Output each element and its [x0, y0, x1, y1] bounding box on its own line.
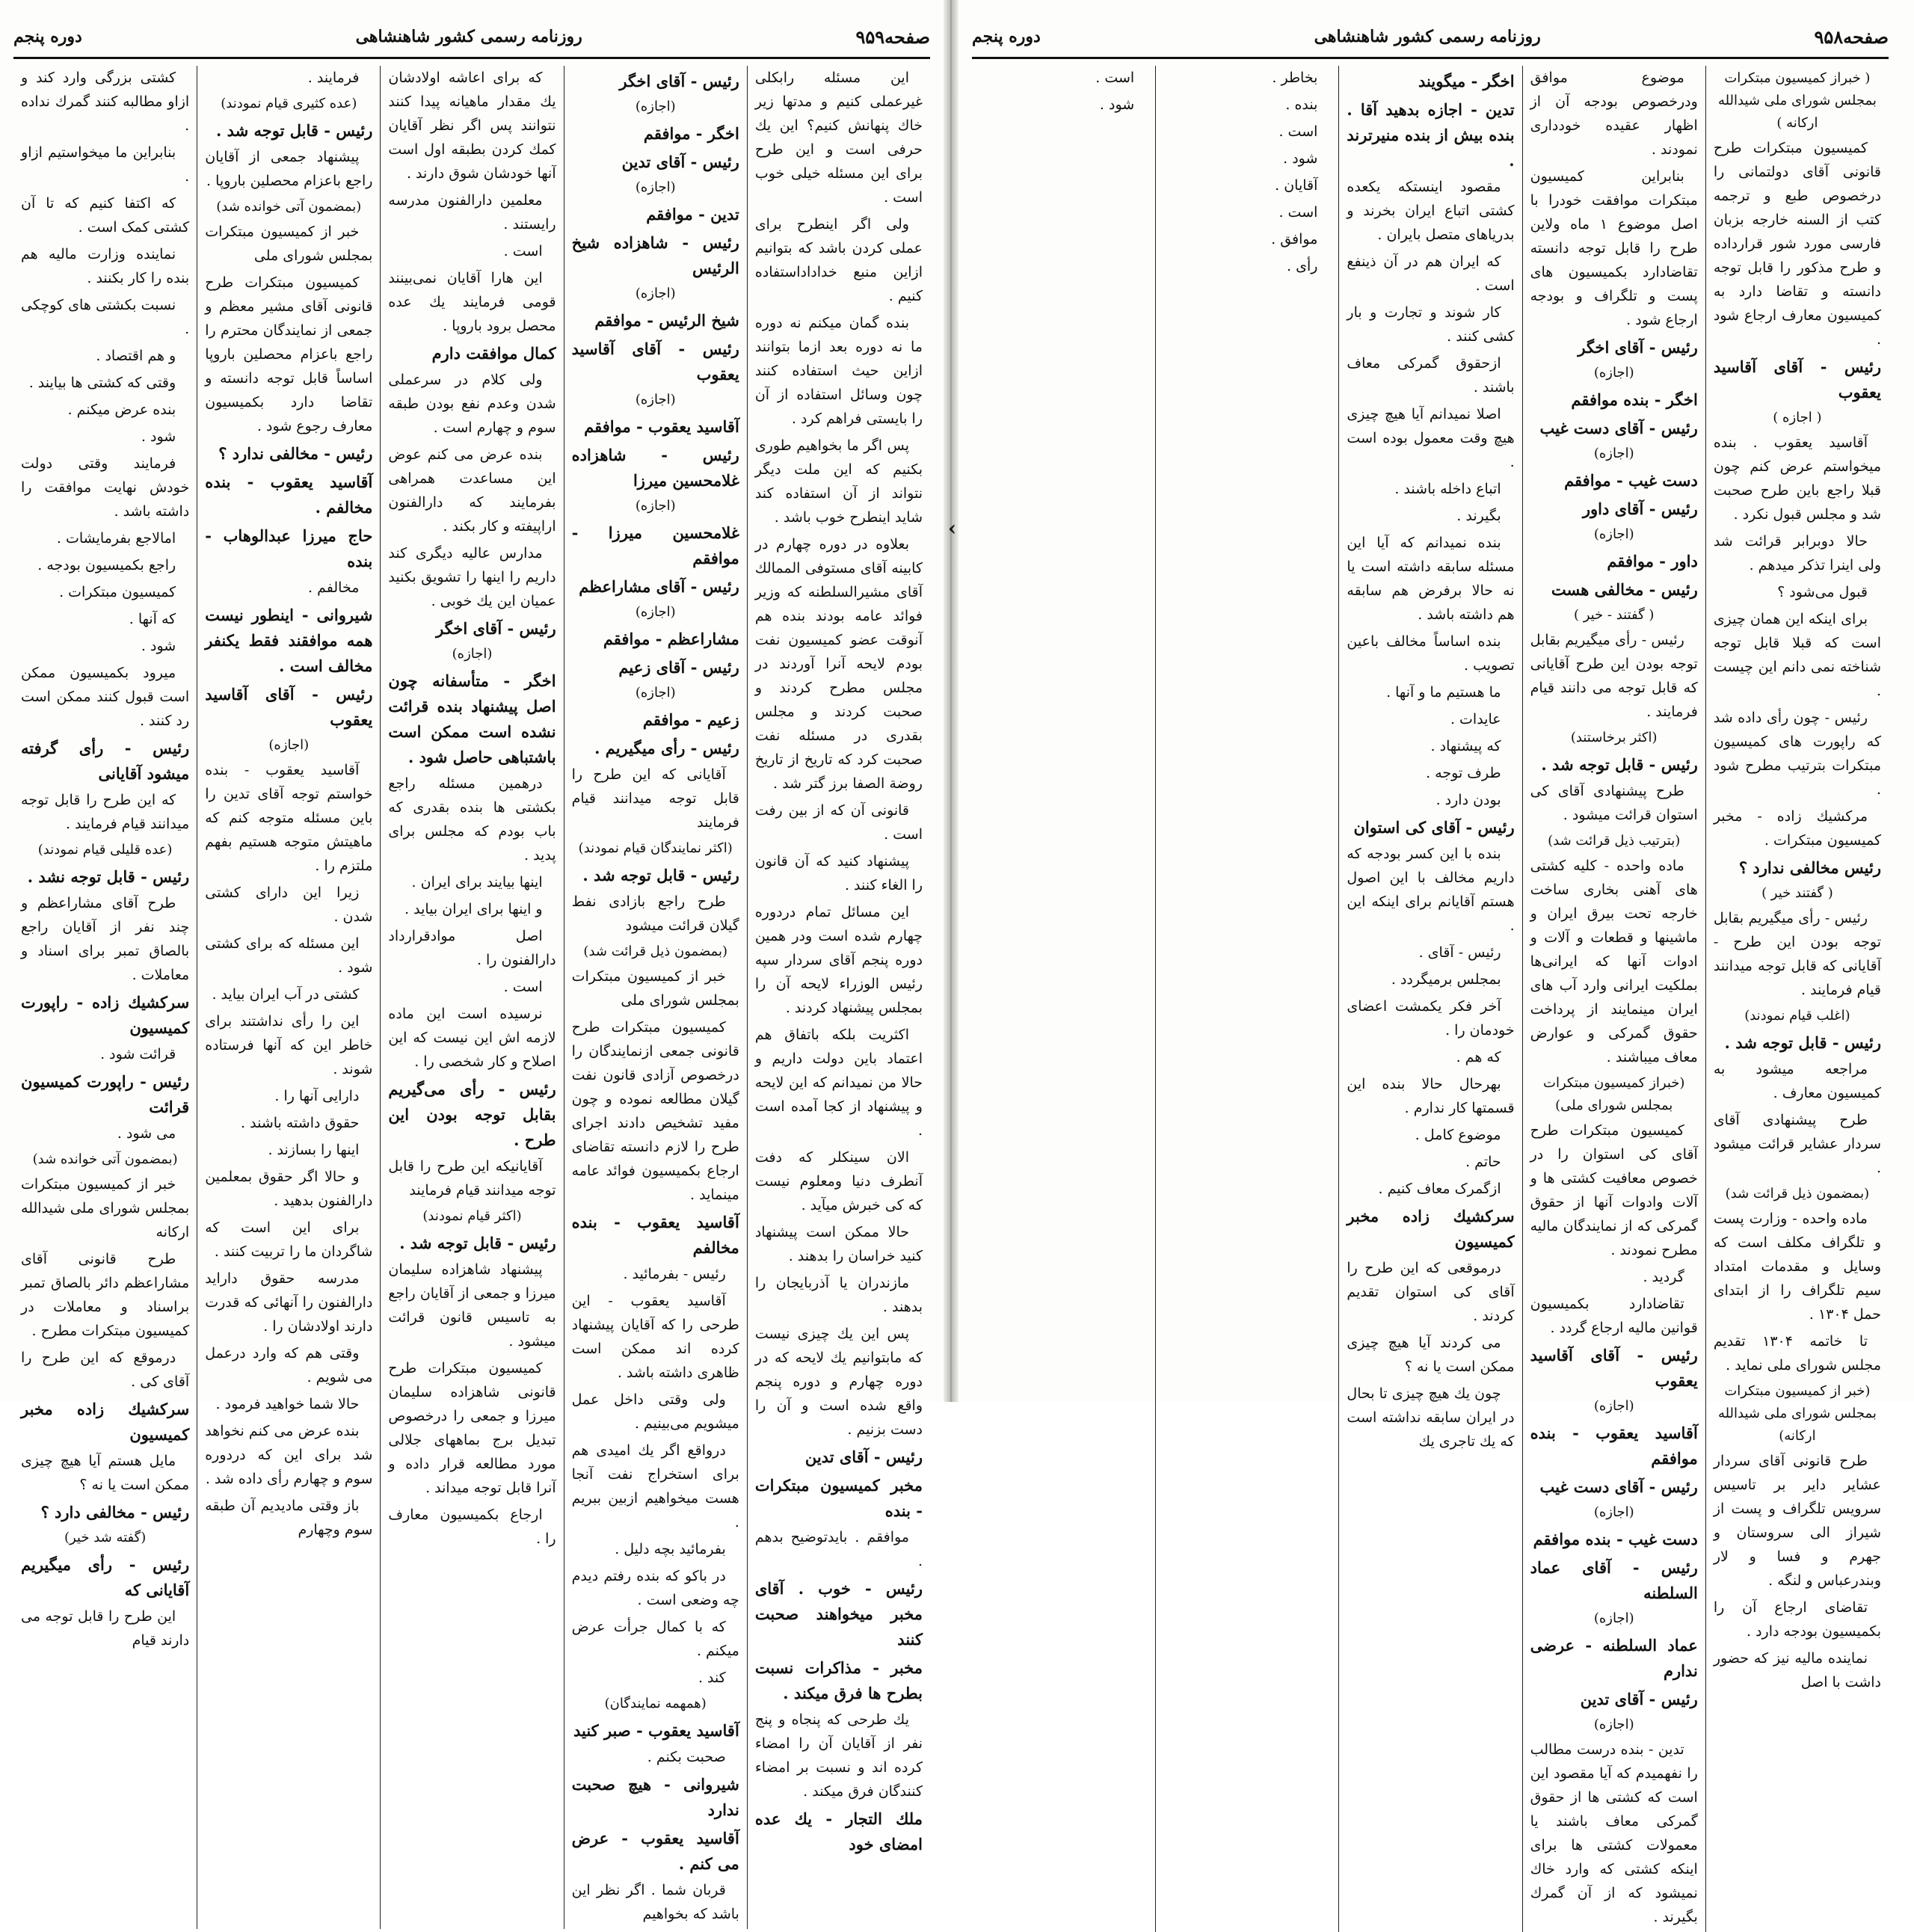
- paragraph: ازگمرک معاف کنیم .: [1378, 1181, 1501, 1197]
- paragraph: بهرحال حالا بنده این قسمتها کار ندارم .: [1347, 1076, 1515, 1116]
- speaker-line: آقاسید یعقوب - عرض می کنم .: [571, 1829, 739, 1873]
- paragraph: است .: [1278, 123, 1318, 140]
- text-column: [197, 66, 380, 1929]
- speaker-line: رئیس - آقای دست غیب: [1539, 419, 1698, 437]
- paragraph: وقتی هم که وارد درعمل می شویم .: [205, 1345, 373, 1385]
- speaker-line: ملك التجار - یك عده امضای خود: [754, 1809, 923, 1853]
- paragraph: یك طرحی که پنجاه و پنج نفر از آقایان آن را امضاء کرده اند و نسبت بر امضاء کنندگان فرق میکند .: [754, 1711, 923, 1800]
- text-column: [564, 66, 747, 1929]
- paragraph: پس این یك چیزی نیست که مابتوانیم یك لایحه که در دوره چهارم و دوره پنجم واقع شده است و آن را دست بزنیم .: [754, 1326, 923, 1438]
- speaker-line: رئیس - آقای آقاسید یعقوب: [571, 339, 739, 384]
- paragraph: و هم اقتصاد .: [96, 348, 176, 364]
- paragraph: این مسئله که برای کشتی شود .: [205, 935, 373, 976]
- speaker-line: رئیس - مخالفی هست: [1551, 580, 1698, 599]
- paragraph: شود .: [141, 428, 176, 445]
- speaker-line: اخگر - میگویند: [1418, 72, 1515, 90]
- paragraph: باز وقتی مادیدیم آن طبقه سوم وچهارم: [205, 1498, 373, 1538]
- text-column: [1338, 66, 1521, 1932]
- paragraph: ولی کلام در سرعملی شدن وعدم نفع بودن طبقه سوم و چهارم است .: [388, 372, 556, 436]
- procedural-note: (بمضمون آتی خوانده شد): [216, 199, 362, 215]
- paragraph: آقاسید یعقوب . بنده میخواستم عرض کنم چون قبلا راجع باین طرح صحبت شد و مجلس قبول نکرد .: [1713, 434, 1881, 523]
- text-column: [1522, 66, 1705, 1932]
- paragraph: رئیس - آقای .: [1418, 944, 1501, 961]
- speaker-line: رئیس - قابل توجه نشد .: [27, 867, 190, 886]
- speaker-line: سرکشیك زاده مخبر کمیسیون: [1347, 1207, 1515, 1251]
- period-label: دوره پنجم: [13, 27, 82, 46]
- paragraph: که با کمال جرأت عرض میکنم .: [571, 1619, 739, 1659]
- paragraph: بودن دارد .: [1436, 792, 1501, 808]
- paragraph: ماده واحده - کلیه کشتی های آهنی بخاری ساخت خارجه تحت بیرق ایران و ماشینها و قطعات و آلات و ادوات آنها که ایرانی‌ها بملکیت ایرانی وارد آب های ایران مینمایند از پرداخت حقوق گمرکی و عوارض معاف میباشند .: [1530, 858, 1698, 1065]
- procedural-note: (بمضمون ذیل قرائت شد): [583, 944, 727, 959]
- period-label: دوره پنجم: [972, 27, 1041, 46]
- paragraph: بعلاوه در دوره چهارم در کابینه آقای مستوفی الممالك آقای مشیرالسلطنه که وزیر فوائد عامه بودند بنده هم آنوقت عضو کمیسیون نفت بودم لایحه آنرا آوردند در مجلس مطرح کردند و صحبت کردند و مجلس بقدری در مسئله نفت صحبت کرد که تاریخ از تاریخ روضة الصفا برز گتر شد .: [754, 536, 923, 792]
- paragraph: که آنها .: [129, 611, 176, 627]
- text-column: [747, 66, 930, 1929]
- paragraph: که برای اعاشه اولادشان یك مقدار ماهیانه پیدا کنند نتوانند پس اگر نظر آقایان کمك کردن بطبقه اول است آنها خودشان شوق دارند .: [388, 70, 556, 182]
- paragraph: بنابراین کمیسیون مبتکرات موافقت خودرا با اصل موضوع ۱ ماه ولاین طرح را قابل توجه دانسته تقاضادارد بکمیسیون های پست و تلگراف و بودجه ارجاع شود .: [1530, 168, 1698, 328]
- paragraph: تقاضادارد بکمیسیون قوانین مالیه ارجاع گردد .: [1530, 1296, 1698, 1336]
- paragraph: مقصود اینستکه یکعده کشتی اتباع ایران بخرند و بدریاهای متصل بایران .: [1347, 179, 1515, 243]
- paragraph: گردید .: [1643, 1269, 1684, 1285]
- paragraph: بمجلس برمیگردد .: [1391, 971, 1501, 988]
- page-header: [972, 16, 1889, 59]
- paragraph: تقاضای ارجاع آن را بکمیسیون بودجه دارد .: [1713, 1599, 1881, 1640]
- speaker-line: آقاسید یعقوب - موافقم: [584, 417, 739, 436]
- speaker-line: رئیس - قابل توجه شد .: [582, 866, 739, 885]
- paragraph: کمیسیون مبتکرات .: [59, 584, 176, 600]
- procedural-note: (گفته شد خیر): [64, 1530, 147, 1545]
- paragraph: که هم .: [1456, 1049, 1501, 1065]
- paragraph: بنده عرض می کنم عوض این مساعدت همراهی بفرمایند که دارالفنون اراپیفته و کار بکند .: [388, 446, 556, 535]
- text-column: [1155, 66, 1338, 1932]
- paragraph: بنابراین ما میخواستیم ازاو .: [21, 144, 190, 185]
- paragraph: زیرا این دارای کشتی شدن .: [205, 885, 373, 925]
- paragraph: بگیرند .: [1456, 508, 1501, 524]
- paragraph: ما هستیم ما و آنها .: [1386, 684, 1501, 701]
- paragraph: قبول می‌شود ؟: [1777, 584, 1868, 600]
- paragraph: بنده گمان میکنم نه دوره ما نه دوره بعد ازما بتوانند ازاین حیث استفاده کنند چون وسائل استفاده از آن را بایستی فراهم کرد .: [754, 315, 923, 427]
- paragraph: موضوع کامل .: [1415, 1127, 1501, 1143]
- paragraph: و اینها برای ایران بیاید .: [404, 901, 543, 917]
- speaker-line: آقاسید یعقوب - صبر کنید: [573, 1721, 739, 1740]
- paragraph: حالا شما خواهید فرمود .: [215, 1396, 360, 1412]
- paragraph: بنده عرض میکنم .: [67, 402, 176, 418]
- paragraph: برای این است که شاگردان ما را تربیت کنند .: [205, 1219, 373, 1260]
- paragraph: می کردند آیا هیچ چیزی ممکن است یا نه ؟: [1347, 1335, 1515, 1375]
- columns: [972, 66, 1889, 1925]
- page-header: [13, 16, 930, 59]
- procedural-note: (خبراز کمیسیون مبتکرات بمجلس شورای ملی): [1543, 1075, 1685, 1113]
- text-column: [380, 66, 563, 1929]
- paragraph: اتباع داخله باشند .: [1394, 481, 1501, 497]
- speaker-line: رئیس - آقای آقاسید یعقوب: [205, 685, 373, 729]
- procedural-note: (اجازه): [268, 737, 310, 753]
- paragraph: شود .: [1099, 96, 1135, 113]
- paragraph: نماینده وزارت مالیه هم بنده را کار بکنند .: [21, 246, 190, 286]
- right-page: [958, 0, 1902, 1925]
- paragraph: اینها را بسازند .: [268, 1142, 360, 1158]
- paragraph: قربان شما . اگر نظر این باشد که بخواهیم: [571, 1882, 739, 1922]
- paragraph: طرح پیشنهادی آقای سردار عشایر قرائت میشود .: [1713, 1112, 1881, 1176]
- speaker-line: رئیس - آقای عماد السلطنه: [1530, 1558, 1698, 1602]
- procedural-note: (بترتیب ذیل قرائت شد): [1548, 833, 1681, 849]
- paragraph: است .: [503, 243, 543, 259]
- paragraph: کمیسیون مبتکرات طرح آقای کی استوان را در خصوص معافیت کشتی ها و آلات وادوات آنها از حقوق گمرکی که از نمایندگان مالیه مطرح نمودند .: [1530, 1122, 1698, 1258]
- paragraph: بنده .: [1285, 96, 1318, 113]
- paragraph: است .: [1095, 70, 1135, 86]
- procedural-note: (اجازه): [1593, 1398, 1634, 1414]
- paragraph: درواقع اگر یك امیدی هم برای استخراج نفت آنجا هست میخواهیم ازبین ببریم .: [571, 1442, 739, 1530]
- paragraph: درهمین مسئله راجع بکشتی ها بنده بقدری که باب بودم که مجلس برای پدید .: [388, 775, 556, 864]
- paragraph: اکثریت بلکه باتفاق هم اعتماد باین دولت داریم و حالا من نمیدانم که این لایحه و پیشنهاد از کجا آمده است .: [754, 1027, 923, 1139]
- speaker-line: رئیس - شاهزاده غلامحسین میرزا: [571, 446, 739, 490]
- paragraph: اصل موادقرارداد دارالفنون را .: [388, 928, 556, 968]
- procedural-note: ( گفتند خیر ): [1761, 885, 1833, 901]
- speaker-line: رئیس - خوب . آقای مخبر میخواهند صحبت کنند: [754, 1579, 923, 1649]
- speaker-line: مخبر - مذاکرات نسبت بطرح ها فرق میکند .: [754, 1658, 923, 1702]
- paragraph: ولی وقتی داخل عمل میشویم می‌بینیم .: [571, 1391, 739, 1432]
- paragraph: آقاسید یعقوب - این طرحی را که آقایان پیشنهاد کرده اند ممکن است ظاهری داشته باشد .: [571, 1293, 739, 1381]
- book-gutter: [944, 0, 958, 1402]
- paragraph: اصلا نمیدانم آیا هیچ چیزی هیچ وقت معمول بوده است .: [1347, 406, 1515, 470]
- speaker-line: رئیس - آقای تدین: [1580, 1690, 1698, 1708]
- text-column: [13, 66, 197, 1929]
- paragraph: است .: [1278, 204, 1318, 221]
- paragraph: کمیسیون مبتکرات طرح قانونی آقای مشیر معظم و جمعی از نمایندگان محترم را راجع باعزام محصلین باروپا اساساً قابل توجه دانسته و تقاضا دارد بکمیسیون معارف رجوع شود .: [205, 274, 373, 434]
- speaker-line: سرکشیك زاده مخبر کمیسیون: [21, 1400, 190, 1444]
- procedural-note: (عده قلیلی قیام نمودند): [37, 842, 173, 858]
- speaker-line: رئیس - قابل توجه شد .: [215, 121, 373, 140]
- procedural-note: (اجازه): [635, 392, 676, 407]
- procedural-note: ( خبراز کمیسیون مبتکرات بمجلس شورای ملی شیدالله ارکانه ): [1717, 70, 1877, 131]
- paragraph: بنده نمیدانم که آیا این مسئله سابقه داشته است یا نه حالا برفرض هم سابقه هم داشته باشد .: [1347, 535, 1515, 623]
- page-number: صفحه۹۵۹: [855, 25, 930, 48]
- paragraph: خبر از کمیسیون مبتکرات بمجلس شورای ملی: [571, 968, 739, 1009]
- speaker-line: رئیس - آقای دست غیب: [1539, 1477, 1698, 1496]
- paragraph: میرود بکمیسیون ممکن است قبول کنند ممکن است رد کنند .: [21, 665, 190, 729]
- procedural-note: (اجازه): [635, 286, 676, 301]
- paragraph: اینها بیایند برای ایران .: [411, 874, 543, 890]
- fold-mark: ‹: [948, 516, 957, 541]
- paragraph: طرح قانونی آقای سردار عشایر دایر بر تاسیس سرویس تلگراف و پست از شیراز الی سروستان و جهرم و فسا و لار وبندرعباس و لنگه .: [1713, 1453, 1881, 1589]
- speaker-line: غلامحسین میرزا - موافقم: [571, 523, 739, 567]
- paragraph: نسبت بکشتی های کوچکی .: [21, 297, 190, 337]
- paragraph: آقایانیکه این طرح را قابل توجه میدانند قیام فرمایند: [388, 1158, 556, 1199]
- speaker-line: دست غیب - موافقم: [1564, 471, 1698, 490]
- speaker-line: رئیس - آقای تدین: [804, 1448, 923, 1466]
- paragraph: راجع بکمیسیون بودجه .: [37, 557, 176, 573]
- procedural-note: (اکثر نمایندگان قیام نمودند): [578, 840, 733, 856]
- paragraph: پس اگر ما بخواهیم طوری بکنیم که این ملت دیگر نتواند از آن استفاده کند شاید اینطرح خوب باشد .: [754, 437, 923, 526]
- speaker-line: حاج میرزا عبدالوهاب - بنده: [205, 526, 373, 570]
- paragraph: نماینده مالیه نیز که حضور داشت با اصل: [1713, 1650, 1881, 1690]
- paragraph: بنده با این کسر بودجه که داریم مخالف با این اصول هستم آقایانم برای اینکه این .: [1347, 846, 1515, 934]
- paragraph: تدین - بنده درست مطالب را نفهمیدم که آیا مقصود این است که کشتی ها از حقوق گمرکی معاف باشند یا معمولات کشتی ها برای اینکه کشتی که وارد خاك نمیشود که از آن گمرك بگیرند .: [1530, 1741, 1698, 1925]
- paragraph: ولی اگر اینطرح برای عملی کردن باشد که بتوانیم ازاین منبع خداداداستفاده کنیم .: [754, 216, 923, 304]
- paragraph: فرمایند .: [307, 70, 360, 86]
- paragraph: حالا دوبرابر قرائت شد ولی اینرا تذکر میدهم .: [1713, 533, 1881, 573]
- paragraph: عایدات .: [1450, 711, 1501, 727]
- paragraph: ازحقوق گمرکی معاف باشند .: [1347, 355, 1515, 396]
- speaker-line: اخگر - موافقم: [643, 124, 739, 143]
- procedural-note: (اجازه): [1593, 526, 1634, 542]
- speaker-line: تدین - اجازه بدهید آقا . بنده بیش از بنده منیرترند .: [1347, 100, 1515, 170]
- procedural-note: (اجازه): [635, 604, 676, 620]
- paragraph: طرح راجع بازادی نفط گیلان قرائت میشود: [571, 893, 739, 934]
- paragraph: قرائت شود .: [100, 1046, 176, 1062]
- text-column: [1705, 66, 1889, 1932]
- speaker-line: زعیم - موافقم: [642, 710, 739, 729]
- paragraph: رئیس - رأی میگیریم بقابل توجه بودن این طرح آقایانی که قابل توجه می دانند قیام فرمایند .: [1530, 632, 1698, 720]
- procedural-note: (خبر از کمیسیون مبتکرات بمجلس شورای ملی شیدالله ارکانه): [1717, 1383, 1877, 1444]
- paragraph: وقتی که کشتی ها بیایند .: [28, 375, 176, 391]
- paragraph: آقاسید یعقوب - بنده خواستم توجه آقای تدین را باین مسئله متوجه کنم که ماهیتش متوجه هستیم بفهم ملتزم را .: [205, 762, 373, 874]
- paragraph: که ایران هم در آن ذینفع است .: [1347, 253, 1515, 294]
- paragraph: طرح پیشنهادی آقای کی استوان قرائت میشود .: [1530, 783, 1698, 823]
- paragraph: کمیسیون مبتکرات طرح قانونی شاهزاده سلیمان میرزا و جمعی را درخصوص تبدیل برج بماههای جلالی مورد مطالعه قرار داده و آنرا قابل توجه میداند .: [388, 1360, 556, 1496]
- paragraph: آخر فکر یکمشت اعضای خودمان را .: [1347, 998, 1515, 1039]
- paragraph: مازندران یا آذربایجان را بدهند .: [754, 1275, 923, 1315]
- speaker-line: رئیس - رأی میگیریم آقایانی که: [21, 1555, 190, 1599]
- speaker-line: تدین - موافقم: [646, 205, 739, 224]
- paragraph: امالاجع بفرمایشات .: [56, 530, 176, 547]
- speaker-line: رئیس - قابل توجه شد .: [1724, 1033, 1881, 1052]
- speaker-line: رئیس - قابل توجه شد .: [399, 1234, 556, 1252]
- paragraph: دارایی آنها را .: [274, 1088, 360, 1104]
- paragraph: است .: [503, 979, 543, 995]
- speaker-line: اخگر - بنده موافقم: [1571, 390, 1698, 409]
- page-number: صفحه۹۵۸: [1814, 25, 1889, 48]
- paragraph: حقوق داشته باشند .: [241, 1115, 360, 1131]
- procedural-note: ( اجازه ): [1773, 410, 1822, 425]
- speaker-line: رئیس - آقای آقاسید یعقوب: [1713, 357, 1881, 402]
- paragraph: مراجعه میشود به کمیسیون معارف .: [1713, 1061, 1881, 1101]
- paragraph: این مسئله رابکلی غیرعملی کنیم و مدتها زیر خاك پنهانش کنیم؟ این یك حرفی است و این طرح برای این مسئله خیلی خوب است .: [754, 70, 923, 206]
- speaker-line: رئیس - قابل توجه شد .: [1541, 755, 1698, 774]
- speaker-line: مشاراعظم - موافقم: [603, 630, 739, 648]
- paragraph: این مسائل تمام دردوره چهارم شده است ودر همین دوره پنجم آقای سردار سپه رئیس الوزراء لایحه آن را بمجلس پیشنهاد کردند .: [754, 904, 923, 1016]
- newspaper-title: روزنامه رسمی کشور شاهنشاهی: [1314, 27, 1541, 46]
- speaker-line: عماد السلطنه - عرضی ندارم: [1530, 1636, 1698, 1680]
- paragraph: برای اینکه این همان چیزی است که قبلا قابل توجه شناخته نمی دانم این چیست .: [1713, 611, 1881, 699]
- procedural-note: (اجازه): [1593, 446, 1634, 461]
- speaker-line: دست غیب - بنده موافقم: [1533, 1530, 1698, 1548]
- procedural-note: (اجازه): [1593, 365, 1634, 381]
- left-page: [0, 0, 944, 1922]
- speaker-line: رئیس - آقای آقاسید یعقوب: [1530, 1346, 1698, 1390]
- paragraph: که پیشنهاد .: [1430, 738, 1501, 754]
- paragraph: مدرسه حقوق داراید دارالفنون را آنهائی که قدرت دارند اولادشان را .: [205, 1270, 373, 1335]
- paragraph: نرسیده است این ماده لازمه اش این نیست که این اصلاح و کار شخصی را .: [388, 1006, 556, 1070]
- speaker-line: رئیس - آقای مشاراعظم: [579, 577, 739, 596]
- paragraph: طرح قانونی آقای مشاراعظم دائر بالصاق تمبر براسناد و معاملات در کمیسیون مبتکرات مطرح .: [21, 1251, 190, 1339]
- procedural-note: (اجازه): [1593, 1610, 1634, 1626]
- paragraph: کشتی بزرگی وارد کند و ازاو مطالبه کنند گمرك نداده .: [21, 70, 190, 134]
- paragraph: و حالا اگر حقوق بمعلمین دارالفنون بدهید .: [205, 1169, 373, 1209]
- speaker-line: رئیس - آقای اخگر: [1578, 338, 1698, 357]
- paragraph: الان سینکلر که دفت آنطرف دنیا ومعلوم نیست که کی خبرش میآید .: [754, 1149, 923, 1213]
- speaker-line: آقاسید یعقوب - بنده مخالفم .: [205, 473, 373, 517]
- speaker-line: داور - موافقم: [1607, 552, 1698, 570]
- paragraph: رئیس - بفرمائید .: [623, 1266, 726, 1282]
- speaker-line: رئیس - مخالفی دارد ؟: [40, 1503, 190, 1522]
- speaker-line: آقاسید یعقوب - بنده مخالفم: [571, 1213, 739, 1257]
- paragraph: خبر از کمیسیون مبتکرات بمجلس شورای ملی شیدالله ارکانه: [21, 1176, 190, 1240]
- paragraph: حاتم .: [1465, 1154, 1501, 1170]
- paragraph: رأی .: [1287, 258, 1318, 274]
- paragraph: کند .: [698, 1670, 726, 1686]
- paragraph: این هارا آقایان نمی‌بینند قومی فرمایند یك عده محصل برود باروپا .: [388, 270, 556, 334]
- paragraph: صحبت بکنم .: [647, 1749, 726, 1765]
- paragraph: مخالفم .: [308, 579, 360, 596]
- paragraph: که اکتفا کنیم که تا آن کشتی کمک است .: [21, 195, 190, 236]
- procedural-note: ( گفتند - خیر ): [1573, 607, 1655, 623]
- paragraph: مرکشیك زاده - مخبر کمیسیون مبتکرات .: [1713, 808, 1881, 849]
- speaker-line: رئیس - آقای اخگر: [619, 72, 739, 90]
- paragraph: طرف توجه .: [1426, 765, 1501, 781]
- paragraph: پیشنهاد شاهزاده سلیمان میرزا و جمعی از آقایان راجع به تاسیس قانون قرائت میشود .: [388, 1261, 556, 1350]
- paragraph: کمیسیون مبتکرات طرح قانونی جمعی ازنمایندگان را درخصوص آزادی قانون نفت گیلان مطالعه نموده و چون مفید تشخیص دادند اجرای طرح را لازم دانسته تقاضای ارجاع بکمیسیون فوائد عامه مینماید .: [571, 1019, 739, 1203]
- paragraph: رئیس - رأی میگیریم بقابل توجه بودن این طرح - آقایانی که قابل توجه میدانند قیام فرمایند .: [1713, 910, 1881, 998]
- speaker-line: رئیس - شاهزاده شیخ الرئیس: [571, 233, 739, 277]
- newspaper-title: روزنامه رسمی کشور شاهنشاهی: [355, 27, 582, 46]
- paragraph: حالا ممکن است پیشنهاد کنید خراسان را بدهند .: [754, 1224, 923, 1264]
- paragraph: شود .: [141, 638, 176, 654]
- paragraph: مایل هستم آیا هیچ چیزی ممکن است یا نه ؟: [21, 1453, 190, 1493]
- procedural-note: (عده کثیری قیام نمودند): [221, 96, 357, 111]
- speaker-line: مخبر کمیسیون مبتکرات - بنده: [754, 1476, 923, 1520]
- procedural-note: (اکثر قیام نمودند): [422, 1208, 522, 1224]
- procedural-note: (بمضمون آتی خوانده شد): [32, 1151, 178, 1167]
- procedural-note: (اکثر برخاستند): [1570, 730, 1658, 745]
- paragraph: پیشنهاد جمعی از آقایان راجع باعزام محصلین باروپا .: [205, 149, 373, 189]
- paragraph: مدارس عالیه دیگری کند داریم را اینها را تشویق بکنید عمیان این یك خوبی .: [388, 545, 556, 609]
- procedural-note: (اجازه): [635, 179, 676, 195]
- speaker-line: رئیس - راپورت کمیسیون قرائت: [21, 1072, 190, 1116]
- paragraph: موضوع موافق ودرخصوص بودجه آن از اظهار عقیده خودداری نمودند .: [1530, 70, 1698, 158]
- procedural-note: (اجازه): [1593, 1504, 1634, 1520]
- procedural-note: (اجازه): [1593, 1717, 1634, 1732]
- procedural-note: (بمضمون ذیل قرائت شد): [1725, 1186, 1870, 1202]
- paragraph: موافقم . بایدتوضیح بدهم .: [754, 1529, 923, 1569]
- speaker-line: رئیس - آقای کی استوان: [1353, 818, 1515, 837]
- paragraph: بفرمائید بچه دلیل .: [615, 1541, 726, 1557]
- speaker-line: آقاسید یعقوب - بنده موافقم: [1530, 1424, 1698, 1468]
- paragraph: تا خاتمه ۱۳۰۴ تقدیم مجلس شورای ملی نماید .: [1713, 1333, 1881, 1373]
- speaker-line: رئیس مخالفی ندارد ؟: [1738, 858, 1881, 877]
- paragraph: معلمین دارالفنون مدرسه رایستند .: [388, 192, 556, 233]
- paragraph: ماده واحده - وزارت پست و تلگراف مکلف است که وسایل و مقدمات امتداد سیم تلگراف را از ابتدای حمل ۱۳۰۴ .: [1713, 1210, 1881, 1323]
- procedural-note: (اغلب قیام نمودند): [1744, 1008, 1850, 1024]
- paragraph: آقایانی که این طرح را قابل توجه میدانند قیام فرمایند: [571, 766, 739, 831]
- speaker-line: شیروانی - هیچ صحبت ندارد: [571, 1775, 739, 1819]
- paragraph: ارجاع بکمیسیون معارف را .: [388, 1507, 556, 1547]
- paragraph: بخاطر .: [1272, 70, 1318, 86]
- procedural-note: (اجازه): [635, 498, 676, 514]
- paragraph: می شود .: [117, 1125, 176, 1142]
- speaker-line: رئیس - رأی میگیریم .: [594, 739, 739, 757]
- paragraph: درموقعی که این طرح را آقای کی استوان تقدیم کردند .: [1347, 1260, 1515, 1324]
- speaker-line: شیروانی - اینطور نیست همه موافقند فقط یکنفر مخالف است .: [205, 606, 373, 675]
- paragraph: آقایان .: [1275, 177, 1318, 194]
- paragraph: کمیسیون مبتکرات طرح قانونی آقای دولتمانی را درخصوص طبع و ترجمه کتب از السنه خارجه بزبان فارسی مورد شور قرارداده و طرح مذکور را قابل توجه دانسته و تقاضا دارد به کمیسیون معارف ارجاع شود .: [1713, 140, 1881, 348]
- speaker-line: کمال موافقت دارم: [431, 344, 556, 363]
- paragraph: کشتی در آب ایران بیاید .: [212, 986, 360, 1003]
- speaker-line: رئیس - مخالفی ندارد ؟: [218, 444, 373, 463]
- paragraph: کار شوند و تجارت و بار کشی کنند .: [1347, 304, 1515, 345]
- procedural-note: (اجازه): [452, 646, 493, 662]
- procedural-note: (اجازه): [635, 685, 676, 701]
- paragraph: طرح آقای مشاراعظم و چند نفر از آقایان راجع بالصاق تمبر برای اسناد و معاملات .: [21, 895, 190, 983]
- paragraph: موافق .: [1271, 231, 1318, 247]
- speaker-line: رئیس - آقای تدین: [621, 153, 739, 171]
- speaker-line: شیخ الرئیس - موافقم: [594, 311, 739, 330]
- columns: [13, 66, 930, 1922]
- paragraph: بنده اساساً مخالف باعین تصویب .: [1347, 633, 1515, 674]
- speaker-line: رئیس - آقای اخگر: [436, 619, 556, 638]
- speaker-line: رئیس - رأی می‌گیریم بقابل توجه بودن این طرح .: [388, 1080, 556, 1149]
- speaker-line: اخگر - متأسفانه چون اصل پیشنهاد بنده قرائت نشده است ممکن است باشتباهی حاصل شود .: [388, 671, 556, 766]
- paragraph: بنده عرض می کنم نخواهد شد برای این که دردوره سوم و چهارم رأی داده شد .: [205, 1423, 373, 1487]
- paragraph: شود .: [1283, 150, 1318, 167]
- procedural-note: (همهمه نمایندگان): [604, 1696, 707, 1711]
- paragraph: چون یك هیچ چیزی تا بحال در ایران سابقه نداشته است که یك تاجری یك: [1347, 1385, 1515, 1450]
- paragraph: که این طرح را قابل توجه میدانند قیام فرمایند .: [21, 792, 190, 832]
- paragraph: درموقع که این طرح را آقای کی .: [21, 1350, 190, 1390]
- paragraph: خبر از کمیسیون مبتکرات بمجلس شورای ملی: [205, 224, 373, 264]
- text-column: [972, 66, 1155, 1932]
- paragraph: رئیس - چون رأی داده شد که راپورت های کمیسیون مبتکرات بترتیب مطرح شود .: [1713, 710, 1881, 798]
- paragraph: پیشنهاد کنید که آن قانون را الغاء کنند .: [754, 853, 923, 893]
- paragraph: در باکو که بنده رفتم دیدم چه وضعی است .: [571, 1568, 739, 1608]
- speaker-line: رئیس - رأی گرفته میشود آقایانی: [21, 739, 190, 783]
- speaker-line: سرکشیك زاده - راپورت کمیسیون: [21, 993, 190, 1037]
- paragraph: این را رأی نداشتند برای خاطر این که آنها فرستاده شوند .: [205, 1013, 373, 1077]
- speaker-line: رئیس - آقای زعیم: [618, 658, 739, 677]
- paragraph: قانونی آن که از بین رفت است .: [754, 802, 923, 843]
- paragraph: این طرح را قابل توجه می دارند قیام: [21, 1608, 190, 1649]
- procedural-note: (اجازه): [635, 99, 676, 114]
- speaker-line: رئیس - آقای داور: [1582, 499, 1698, 518]
- paragraph: فرمایند وقتی دولت خودش نهایت موافقت را داشته باشد .: [21, 455, 190, 520]
